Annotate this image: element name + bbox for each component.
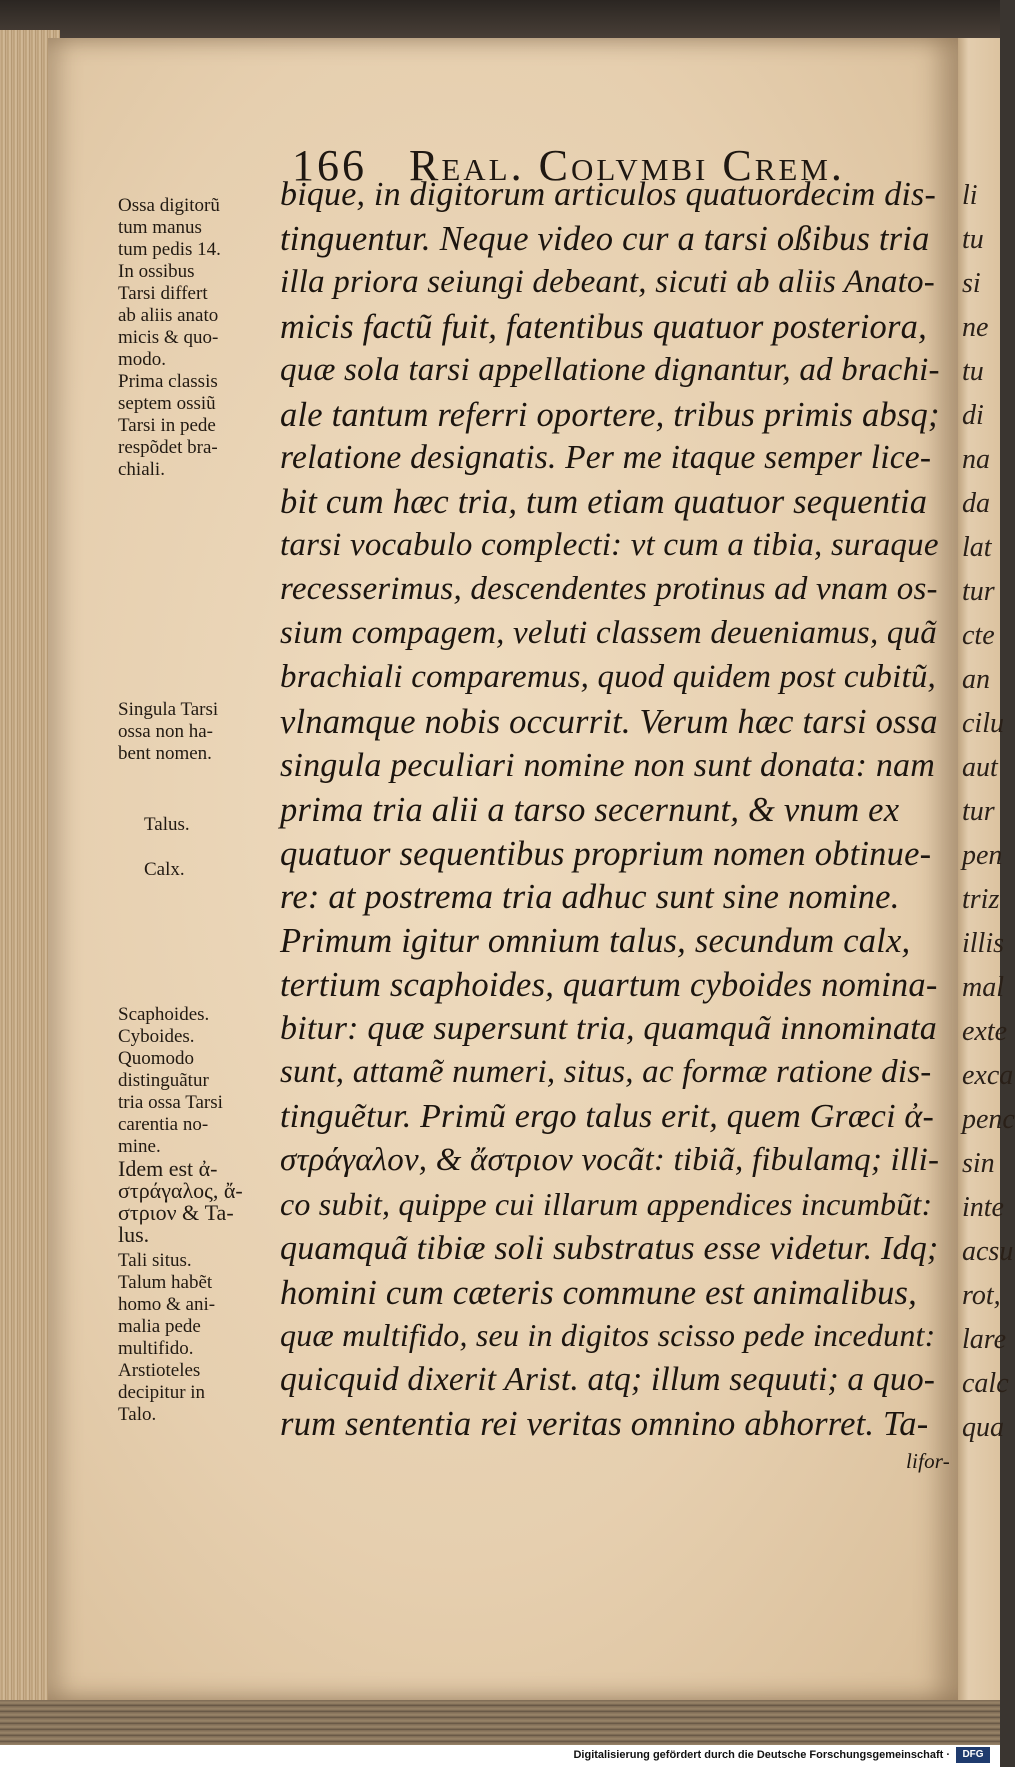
margin-note-line: Ossa digitorũ — [118, 195, 220, 216]
book-bottom-edge — [0, 1700, 1000, 1745]
margin-note-line: ab aliis anato — [118, 305, 219, 326]
margin-note-line: micis & quo- — [118, 327, 219, 348]
facing-page-fragment: exca — [962, 1060, 1014, 1091]
margin-note-line: Tarsi in pede — [118, 415, 216, 436]
margin-note-line: Singula Tarsi — [118, 699, 219, 720]
footer-credit: Digitalisierung gefördert durch die Deutsche Forschungsgemeinschaft · — [573, 1749, 950, 1761]
body-line: micis factũ fuit, fatentibus quatuor posteriora, — [280, 307, 927, 346]
margin-note-line: ossa non ha- — [118, 721, 213, 742]
facing-page-fragment: mal — [962, 972, 1004, 1003]
margin-note-line: bent nomen. — [118, 743, 212, 764]
margin-note-line: modo. — [118, 349, 167, 370]
facing-page-fragment: penc — [962, 1104, 1015, 1135]
facing-page-fragment: lat — [962, 532, 992, 563]
body-line: bit cum hæc tria, tum etiam quatuor sequentia — [280, 483, 928, 522]
margin-note-line: septem ossiũ — [118, 393, 216, 414]
margin-note-line: tum pedis 14. — [118, 239, 221, 260]
body-line: sium compagem, veluti classem deueniamus, quã — [280, 615, 937, 651]
body-line: στράγαλον, & ἄστριον vocãt: tibiã, fibulamq; illi- — [280, 1141, 940, 1178]
margin-note-line: Cyboides. — [118, 1026, 195, 1047]
body-line: bitur: quæ supersunt tria, quamquã innominata — [280, 1010, 937, 1048]
body-line: co subit, quippe cui illarum appendices incumbũt: — [280, 1185, 933, 1222]
body-line: vlnamque nobis occurrit. Verum hæc tarsi ossa — [280, 702, 938, 741]
margin-note-line: carentia no- — [118, 1114, 209, 1135]
body-line: bique, in digitorum articulos quatuordecim dis- — [280, 176, 936, 213]
margin-note-line: multifido. — [118, 1338, 194, 1359]
margin-note-line: Calx. — [144, 859, 185, 880]
facing-page-fragment: na — [962, 444, 990, 475]
margin-note-line: tum manus — [118, 217, 202, 238]
margin-note-line: Prima classis — [118, 371, 218, 392]
margin-note-line: Talo. — [118, 1404, 157, 1425]
margin-note-line: Tarsi differt — [118, 283, 208, 304]
facing-page-fragment: di — [962, 400, 984, 431]
margin-note-line: respõdet bra- — [118, 437, 218, 458]
body-line: lifor- — [906, 1449, 950, 1474]
body-line: singula peculiari nomine non sunt donata: nam — [280, 746, 935, 784]
margin-note-line: In ossibus — [118, 261, 195, 282]
facing-page-fragment: li — [962, 180, 978, 211]
facing-page-fragment: acsu — [962, 1236, 1014, 1267]
book-top-edge — [0, 0, 1000, 40]
facing-page-fragment: an — [962, 664, 990, 695]
body-line: sunt, attamẽ numeri, situs, ac formæ ratione dis- — [280, 1054, 932, 1090]
facing-page-fragment: pen — [962, 840, 1003, 871]
margin-note-line: distinguãtur — [118, 1070, 209, 1091]
facing-page-fragment: lare — [962, 1324, 1007, 1355]
page-number: 166 — [292, 141, 367, 190]
facing-page-fragment: calc — [962, 1368, 1009, 1399]
body-line: prima tria alii a tarso secernunt, & vnum ex — [280, 790, 900, 829]
facing-page-fragment: qua — [962, 1412, 1004, 1443]
body-line: homini cum cæteris commune est animalibus, — [280, 1273, 917, 1312]
margin-note-line: malia pede — [118, 1316, 201, 1337]
margin-note-line: tria ossa Tarsi — [118, 1092, 223, 1113]
body-line: illa priora seiungi debeant, sicuti ab aliis Anato- — [280, 263, 935, 300]
body-line: quæ multifido, seu in digitos scisso pede incedunt: — [280, 1317, 936, 1354]
body-line: quæ sola tarsi appellatione dignantur, ad brachi- — [280, 351, 940, 388]
margin-note-line: homo & ani- — [118, 1294, 216, 1315]
facing-page-fragment: aut — [962, 752, 998, 783]
margin-note-line: decipitur in — [118, 1382, 206, 1403]
body-line: quamquã tibiæ soli substratus esse videtur. Idq; — [280, 1229, 939, 1267]
margin-note-line: Scaphoides. — [118, 1004, 210, 1025]
running-title: Real. Colvmbi Crem. — [409, 141, 845, 190]
body-line: brachiali comparemus, quod quidem post cubitũ, — [280, 658, 937, 695]
facing-page-fragment: ne — [962, 312, 989, 343]
facing-page-fragment: da — [962, 488, 990, 519]
body-line: Primum igitur omnium talus, secundum calx, — [280, 922, 911, 961]
margin-note-line: στράγαλος, ἄ- — [118, 1178, 243, 1203]
margin-note-line: mine. — [118, 1136, 161, 1157]
dfg-logo: DFG — [956, 1747, 990, 1763]
body-line: quicquid dixerit Arist. atq; illum sequuti; a quo- — [280, 1361, 936, 1399]
body-line: rum sententia rei veritas omnino abhorret. Ta- — [280, 1405, 929, 1444]
margin-note-line: Talus. — [144, 814, 190, 835]
body-line: quatuor sequentibus proprium nomen obtinue- — [280, 834, 932, 873]
facing-page-fragment: tur — [962, 796, 995, 827]
margin-note-line: chiali. — [118, 459, 165, 480]
margin-note-line: Arstioteles — [118, 1360, 201, 1381]
body-line: re: at postrema tria adhuc sunt sine nomine. — [280, 878, 900, 917]
facing-page-fragment: rot, — [962, 1280, 1001, 1311]
facing-page-fragment: tur — [962, 576, 995, 607]
margin-note-line: Tali situs. — [118, 1250, 192, 1271]
facing-page-fragment: tu — [962, 356, 984, 387]
body-line: recesserimus, descendentes protinus ad vnam os- — [280, 571, 938, 608]
facing-page-fragment: tu — [962, 224, 984, 255]
margin-note-line: στριον & Ta- — [118, 1200, 234, 1225]
body-line: tertium scaphoides, quartum cyboides nomina- — [280, 966, 938, 1005]
facing-page-fragment: triz — [962, 884, 1000, 915]
body-line: tarsi vocabulo complecti: vt cum a tibia, suraque — [280, 527, 939, 564]
facing-page-fragment: si — [962, 268, 981, 299]
body-line: relatione designatis. Per me itaque semper lice- — [280, 439, 932, 477]
facing-page-fragment: cilu — [962, 708, 1004, 739]
body-line: tinguẽtur. Primũ ergo talus erit, quem Græci ἀ- — [280, 1097, 935, 1135]
body-line: tinguentur. Neque video cur a tarsi oßibus tria — [280, 219, 930, 258]
margin-note-line: Talum habẽt — [118, 1272, 213, 1293]
facing-page-fragment: illis — [962, 928, 1005, 959]
margin-note-line: Quomodo — [118, 1048, 194, 1069]
facing-page-fragment: inte — [962, 1192, 1004, 1223]
facing-page-fragment: cte — [962, 620, 995, 651]
facing-page-fragment: sin — [962, 1148, 995, 1179]
margin-note-line: lus. — [118, 1222, 150, 1247]
body-line: ale tantum referri oportere, tribus primis absq; — [280, 395, 940, 434]
margin-note-line: Idem est ἀ- — [118, 1156, 218, 1181]
facing-page-fragment: exte — [962, 1016, 1008, 1047]
